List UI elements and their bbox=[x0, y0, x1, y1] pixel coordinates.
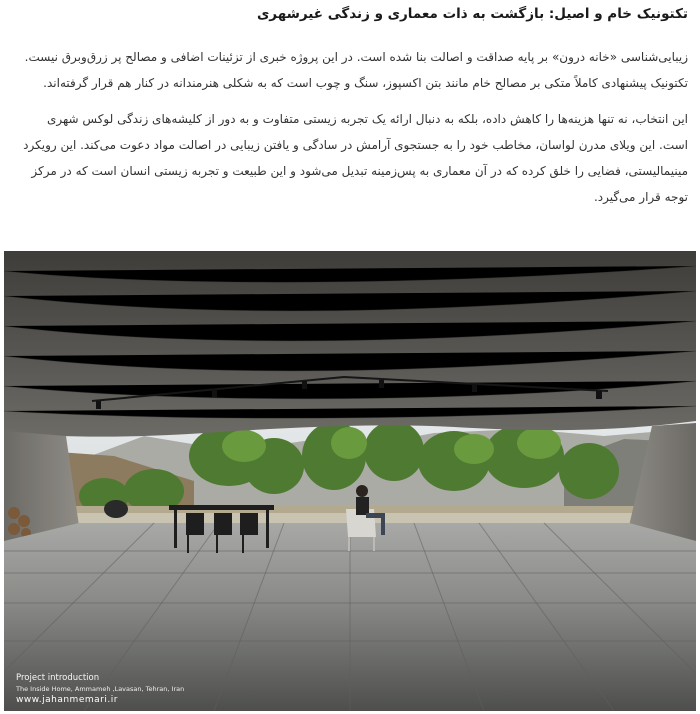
paragraph-1-line: تکتونیک پیشنهادی کاملاً متکی بر مصالح خام مانند بتن اکسپوز، سنگ و چوب است که به شکلی هنرمندانه در کنار هم قرار گرفته‌اند. bbox=[43, 76, 688, 90]
article-heading: تکتونیک خام و اصیل: بازگشت به ذات معماری و زندگی غیرشهری bbox=[256, 6, 688, 22]
paragraph-2-line: است. این ویلای مدرن لواسان، مخاطب خود را به جستجوی آرامش در سادگی و یافتن زیبایی در اصالت مواد دعوت می‌کند. این رویکرد bbox=[23, 138, 688, 152]
paragraph-2-line: مینیمالیستی، فضایی را خلق کرده که در آن معماری به پس‌زمینه تبدیل می‌شود و این طبیعت و تجربه زیستی انسان است که در مرکز bbox=[31, 164, 688, 178]
paragraph-2 bbox=[10, 106, 688, 210]
caption-title: Project introduction bbox=[16, 673, 100, 683]
photo-caption bbox=[16, 673, 184, 707]
paragraph-2-line: توجه قرار می‌گیرد. bbox=[593, 190, 688, 204]
caption-location: The Inside Home, Ammameh ,Lavasan, Tehran, Iran bbox=[16, 685, 185, 693]
paragraph-1-line: زیبایی‌شناسی «خانه درون» بر پایه صداقت و اصالت بنا شده است. در این پروژه خبری از تزئینات اضافی و مصالح پر زرق‌وبرق نیست. bbox=[24, 50, 688, 64]
site-watermark: www.jahanmemari.ir bbox=[16, 695, 118, 705]
villa-photo bbox=[4, 251, 696, 711]
villa-photo-illustration bbox=[4, 251, 696, 711]
paragraph-2-line: این انتخاب، نه تنها هزینه‌ها را کاهش داده، بلکه به دنبال ارائه یک تجربه زیستی متفاوت و به دور از کلیشه‌های زندگی لوکس شهری bbox=[47, 112, 688, 126]
paragraph-1 bbox=[10, 44, 688, 96]
